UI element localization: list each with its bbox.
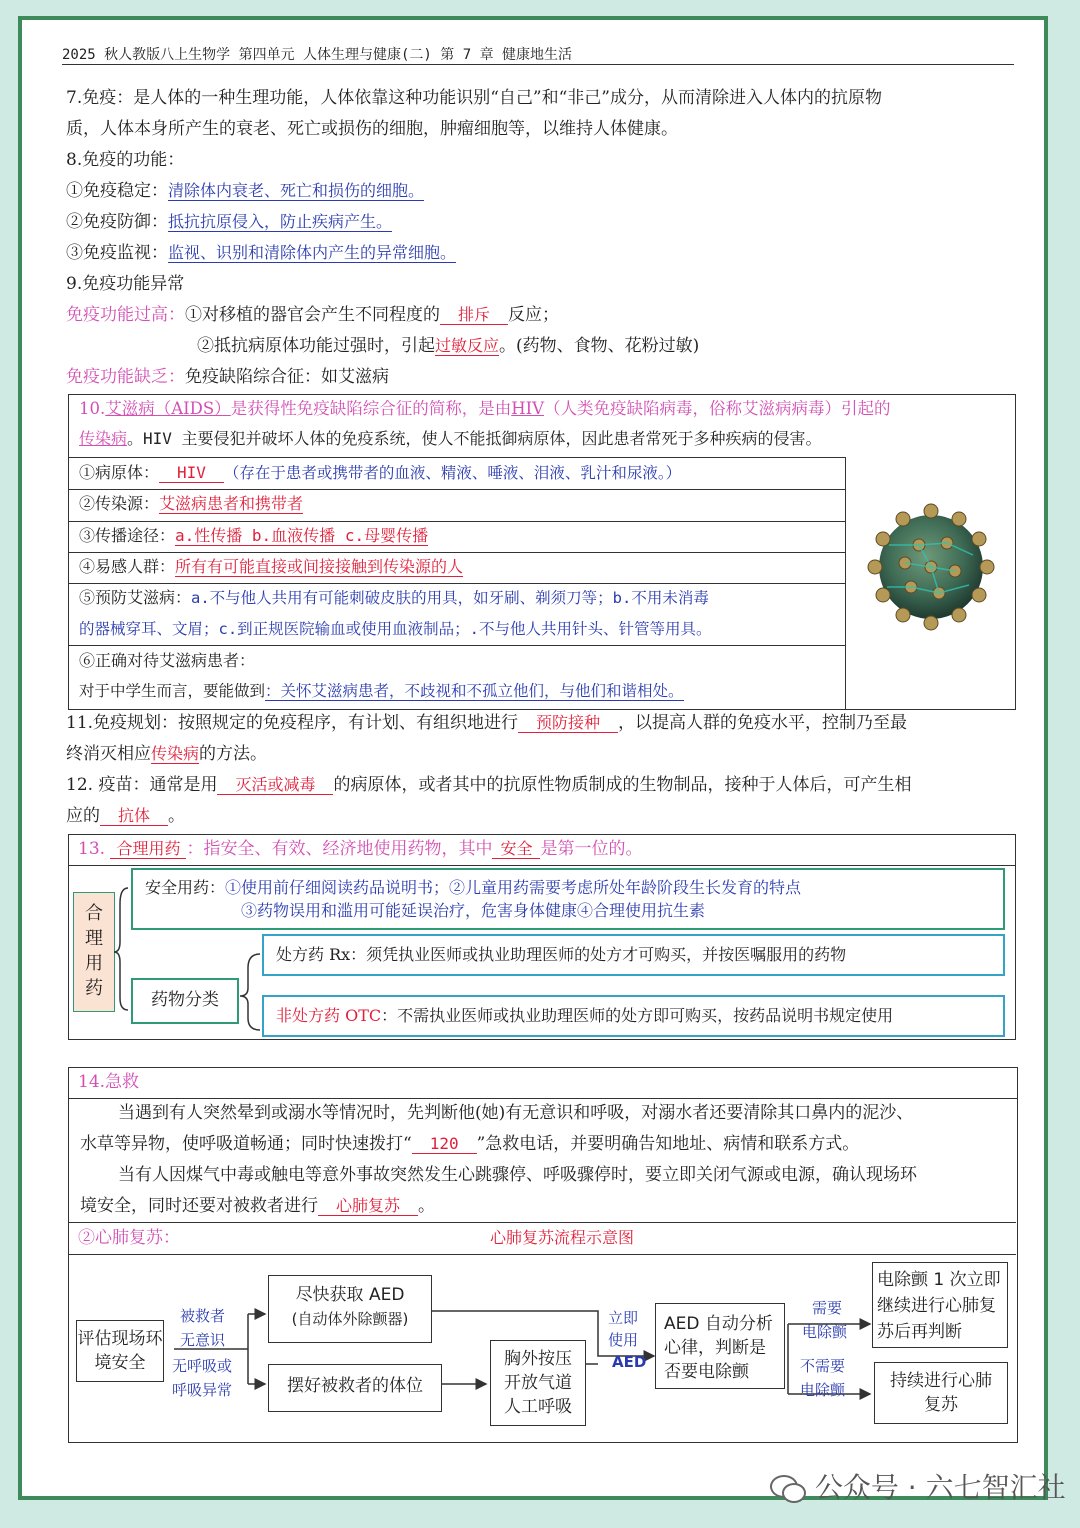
side-char: 理 — [85, 928, 103, 949]
p14-phone-answer: 120 — [412, 1134, 477, 1154]
p12-mid: 的病原体，或者其中的抗原性物质制成的生物制品，接种于人体后，可产生相 — [333, 775, 912, 795]
p14-para2a: 当有人因煤气中毒或触电等意外事故突然发生心跳骤停、呼吸骤停时，要立即关闭气源或电源，确认现场环 — [118, 1165, 917, 1185]
rational-drug-label — [73, 892, 115, 1012]
p7-line2: 质，人体本身所产生的衰老、死亡或损伤的细胞，肿瘤细胞等，以维持人体健康。 — [66, 119, 678, 139]
p12-pre: 12. 疫苗：通常是用 — [66, 775, 218, 795]
aids-num: 10. — [79, 399, 106, 418]
aids-intro-2b: 。HIV 主要侵犯并破坏人体的免疫系统，使人不能抵御病原体，因此患者常死于多种疾病的侵害。 — [127, 429, 822, 448]
flow-get-aed-box — [268, 1275, 432, 1343]
p9-high1-post: 反应； — [508, 305, 560, 325]
p11-line2-pre: 终消灭相应 — [66, 744, 151, 764]
aids-r3-label: ③传播途径： — [79, 526, 176, 545]
p14-para2b — [80, 1194, 435, 1218]
p14-para2b-pre: 境安全，同时还要对被救者进行 — [80, 1196, 318, 1216]
header-rule — [62, 64, 1014, 65]
flow-lbl-nobreath-1: 无呼吸或 — [172, 1357, 233, 1375]
otc-text: ：不需执业医师或执业助理医师的处方即可购买，按药品说明书规定使用 — [381, 1006, 894, 1025]
p14-cpr-answer: 心肺复苏 — [318, 1196, 418, 1216]
aids-intro-2 — [79, 427, 822, 451]
cpr-label: ②心肺复苏： — [78, 1228, 180, 1248]
p12-line2-post: 。 — [168, 806, 186, 826]
p7-line1: 7.免疫：是人体的一种生理功能，人体依靠这种功能识别“自己”和“非己”成分，从而清除进入人体内的抗原物 — [66, 88, 882, 108]
aids-r5-a: a.不与他人共用有可能刺破皮肤的用具，如牙刷、剃须刀等；b.不用未消毒 — [191, 589, 709, 607]
p13-answer1: 合理用药 — [110, 839, 186, 859]
p11-answer1: 预防接种 — [518, 713, 618, 733]
p13-num: 13. — [78, 839, 106, 859]
aids-r3-answer: a.性传播 b.血液传播 c.母婴传播 — [175, 526, 429, 545]
p9-low — [66, 365, 389, 389]
p8-item-1 — [66, 179, 424, 203]
p14-para1b-post: ”急救电话，并要明确告知地址、病情和联系方式。 — [476, 1134, 860, 1154]
aids-r3 — [79, 524, 428, 548]
p11-line1 — [66, 711, 907, 735]
hiv-virus-image — [859, 495, 1003, 639]
watermark — [770, 1466, 1066, 1506]
p11-pre: 11.免疫规划：按照规定的免疫程序，有计划、有组织地进行 — [66, 713, 519, 733]
p14-title: 14.急救 — [78, 1072, 140, 1092]
wechat-icon — [770, 1473, 806, 1501]
p9-high2-post: 。(药物、食物、花粉过敏) — [499, 336, 700, 356]
flow-lbl-need-1: 需要 — [812, 1299, 843, 1317]
p9-high2-pre: ②抵抗病原体功能过强时，引起 — [197, 336, 435, 356]
aids-r5-label: ⑤预防艾滋病： — [79, 588, 192, 607]
aids-intro-1 — [79, 397, 891, 421]
flow-aed-analyze-box: AED 自动分析心律，判断是否要电除颤 — [655, 1303, 785, 1389]
side-char: 药 — [85, 978, 103, 999]
aids-r2 — [79, 492, 303, 516]
otc-label: 非处方药 OTC — [276, 1006, 382, 1025]
p14-para1b — [80, 1132, 859, 1156]
watermark-text: 公众号 · 六七智汇社 — [814, 1471, 1066, 1504]
p13-title — [78, 837, 642, 861]
flow-position-box: 摆好被救者的体位 — [268, 1364, 442, 1412]
p12-answer2: 抗体 — [100, 806, 168, 826]
safe-drug-text1: ①使用前仔细阅读药品说明书；②儿童用药需要考虑所处年龄阶段生长发育的特点 — [225, 878, 802, 897]
aids-r1-answer: HIV — [159, 463, 224, 483]
safe-drug-label: 安全用药： — [145, 878, 226, 897]
side-char: 合 — [85, 903, 103, 924]
aids-table — [68, 394, 1016, 710]
p11-mid: ，以提高人群的免疫水平，控制乃至最 — [618, 713, 908, 733]
flow-assess-box: 评估现场环境安全 — [76, 1320, 164, 1382]
p14-para2b-post: 。 — [418, 1196, 436, 1216]
rx-box — [262, 934, 1005, 976]
p8-item-label: ①免疫稳定： — [66, 181, 168, 201]
p12-answer1: 灭活或减毒 — [217, 775, 333, 795]
p11-answer2: 传染病 — [151, 744, 200, 763]
flow-get-aed-2: (自动体外除颤器) — [291, 1310, 409, 1328]
safe-drug-text2: ③药物误用和滥用可能延误治疗，危害身体健康④合理使用抗生素 — [241, 901, 706, 920]
p8-item-3 — [66, 241, 456, 265]
p8-title: 8.免疫的功能： — [66, 150, 185, 170]
p9-high1-pre: ①对移植的器官会产生不同程度的 — [185, 305, 440, 325]
flow-continue-box: 持续进行心肺复苏 — [874, 1362, 1008, 1424]
p8-item-label: ②免疫防御： — [66, 212, 168, 232]
aids-r4-label: ④易感人群： — [79, 557, 176, 576]
p13-answer2: 安全 — [492, 839, 540, 859]
flow-lbl-use-2: 使用 — [608, 1331, 639, 1349]
p9-low-label: 免疫功能缺乏： — [66, 367, 185, 387]
aids-intro-d: （人类免疫缺陷病毒，俗称艾滋病病毒）引起的 — [544, 399, 891, 418]
p14-para1b-pre: 水草等异物，使呼吸道畅通；同时快速拨打“ — [80, 1134, 412, 1154]
brace-2 — [236, 938, 264, 1034]
flow-lbl-need-2: 电除颤 — [802, 1323, 848, 1341]
aids-r6 — [79, 679, 684, 703]
flow-lbl-nobreath-2: 呼吸异常 — [172, 1381, 233, 1399]
side-char: 用 — [85, 953, 103, 974]
p14-para1a: 当遇到有人突然晕到或溺水等情况时，先判断他(她)有无意识和呼吸，对溺水者还要清除其口鼻内的泥沙、 — [118, 1103, 914, 1123]
aids-r2-label: ②传染源： — [79, 494, 160, 513]
aids-r5 — [79, 586, 709, 610]
p9-high2-answer: 过敏反应 — [435, 336, 500, 355]
p11-line2 — [66, 742, 267, 766]
p9-high-2 — [197, 334, 699, 358]
p9-high-1 — [66, 303, 559, 327]
otc-box — [262, 995, 1005, 1037]
aids-r6-pre: 对于中学生而言，要能做到 — [79, 682, 266, 700]
aids-term: 艾滋病（AIDS） — [105, 399, 231, 418]
p12-line2-pre: 应的 — [66, 806, 100, 826]
otc-line — [276, 1004, 893, 1028]
aids-r2-answer: 艾滋病患者和携带者 — [159, 494, 304, 513]
p9-high1-answer: 排斥 — [440, 305, 508, 325]
p13-mid: ：指安全、有效、经济地使用药物，其中 — [186, 839, 493, 859]
flow-shock-box: 电除颤 1 次立即继续进行心肺复苏后再判断 — [872, 1262, 1008, 1348]
first-aid-header — [68, 1067, 1018, 1099]
aids-hiv: HIV — [511, 399, 545, 418]
flow-lbl-unconscious-2: 无意识 — [180, 1331, 226, 1349]
p9-title: 9.免疫功能异常 — [66, 274, 185, 294]
drug-class-box: 药物分类 — [131, 978, 239, 1024]
p8-item-label: ③免疫监视： — [66, 243, 168, 263]
aids-r4-answer: 所有有可能直接或间接接触到传染源的人 — [175, 557, 464, 576]
p12-line2 — [66, 804, 185, 828]
aids-r6-answer: ：关怀艾滋病患者，不歧视和不孤立他们，与他们和谐相处。 — [265, 682, 684, 700]
p8-item-answer: 清除体内衰老、死亡和损伤的细胞。 — [168, 181, 425, 200]
aids-intro-b: 是获得性免疫缺陷综合征的简称，是由 — [230, 399, 512, 418]
flow-cpr-box: 胸外按压开放气道人工呼吸 — [490, 1340, 586, 1426]
p11-line2-post: 的方法。 — [199, 744, 268, 764]
p8-item-answer: 监视、识别和清除体内产生的异常细胞。 — [168, 243, 457, 262]
aids-r1-label: ①病原体： — [79, 463, 160, 482]
flow-lbl-use-1: 立即 — [608, 1309, 639, 1327]
p8-item-answer: 抵抗抗原侵入，防止疾病产生。 — [168, 212, 393, 231]
flow-lbl-unconscious-1: 被救者 — [180, 1307, 226, 1325]
aids-r4 — [79, 555, 463, 579]
rx-text: 处方药 Rx：须凭执业医师或执业助理医师的处方才可购买，并按医嘱服用的药物 — [276, 945, 847, 964]
p8-item-2 — [66, 210, 392, 234]
aids-r5-b: 的器械穿耳、文眉；c.到正规医院输血或使用血液制品；.不与他人共用针头、针管等用具。 — [79, 620, 712, 638]
cpr-title: 心肺复苏流程示意图 — [490, 1228, 635, 1247]
p13-post: 是第一位的。 — [540, 839, 643, 859]
page-header: 2025 秋人教版八上生物学 第四单元 人体生理与健康(二) 第 7 章 健康地生活 — [62, 47, 573, 63]
aids-r1-note: （存在于患者或携带者的血液、精液、唾液、泪液、乳汁和尿液。） — [223, 464, 682, 482]
p12-line1 — [66, 773, 911, 797]
aids-r6-label: ⑥正确对待艾滋病患者： — [79, 651, 256, 670]
flow-lbl-noneed-1: 不需要 — [800, 1357, 846, 1375]
aids-infectious: 传染病 — [79, 429, 128, 448]
p9-high-label: 免疫功能过高： — [66, 305, 185, 325]
flow-get-aed-1: 尽快获取 AED — [295, 1285, 405, 1305]
safe-drug-box — [131, 868, 1005, 930]
flow-lbl-noneed-2: 电除颤 — [800, 1381, 846, 1399]
safe-drug-line1 — [145, 876, 801, 900]
p9-low-text: 免疫缺陷综合征：如艾滋病 — [185, 367, 389, 387]
aids-r1 — [79, 461, 681, 485]
flow-lbl-use-3: AED — [612, 1353, 647, 1371]
